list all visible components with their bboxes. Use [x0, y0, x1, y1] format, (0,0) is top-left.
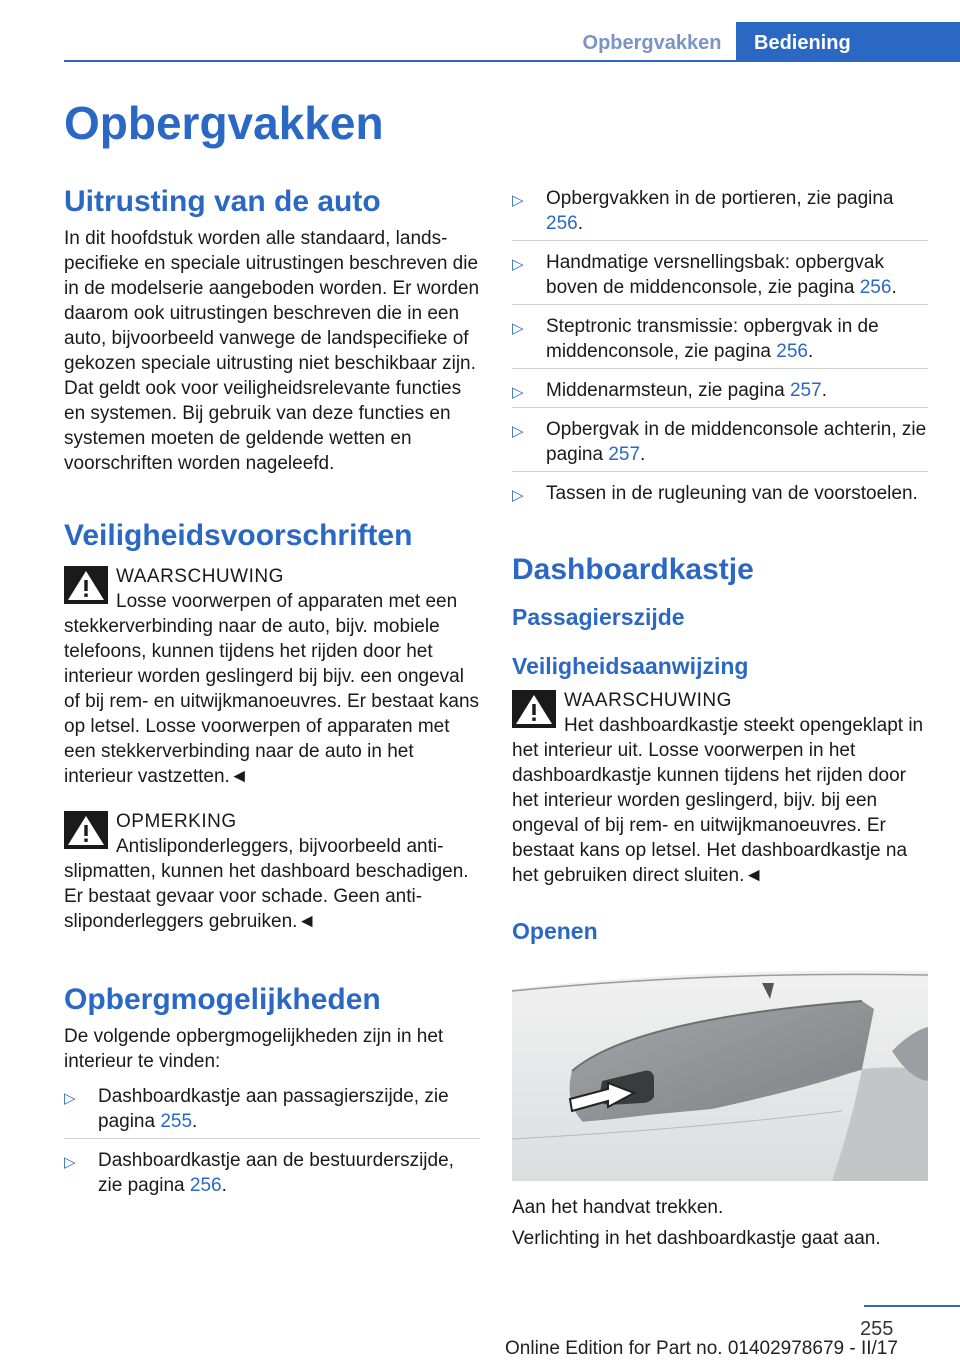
page-link[interactable]: 256	[859, 277, 892, 298]
triangle-bullet-icon: ▷	[512, 487, 524, 504]
tab-chapter[interactable]: Bediening	[736, 22, 960, 62]
triangle-bullet-icon: ▷	[512, 256, 524, 273]
open-step-1: Aan het handvat trekken.	[512, 1197, 724, 1218]
warning-text: Losse voorwerpen of apparaten met een stekkerverbinding naar de auto, bijv. mobiele telefoons, kunnen tijdens het rijden door het interieur worden geslingerd bij bijv. een ongeval of bij rem- en uitwijkmanoeuvres. Er bestaat kans op letsel. Losse voorwerpen of apparaten met een stekkerverbinding naar de auto in het interieur vastzetten.◄	[64, 591, 480, 787]
warning-triangle-icon	[64, 811, 108, 849]
right-column	[512, 186, 928, 1251]
glovebox-warning-block	[512, 688, 928, 888]
passenger-heading: Passagierszijde	[512, 604, 685, 630]
storage-heading: Opbergmogelijkheden	[64, 983, 381, 1016]
note-text: Antisliponderleggers, bijvoorbeeld antislipmatten, kunnen het dashboard beschadigen. Er bestaat gevaar voor schade. Geen antisliponderleggers gebruiken.◄	[64, 836, 469, 932]
warning-triangle-icon	[512, 690, 556, 728]
storage-intro: De volgende opbergmogelijkheden zijn in het interieur te vinden:	[64, 1026, 444, 1072]
page-title: Opbergvakken	[64, 97, 384, 149]
open-heading: Openen	[512, 918, 598, 944]
header-divider	[64, 60, 960, 62]
note-title: OPMERKING	[116, 811, 237, 832]
triangle-bullet-icon: ▷	[64, 1090, 76, 1107]
warning-triangle-icon	[64, 566, 108, 604]
list-item: ▷ Opbergvakken in de portieren, zie pagina 256.	[512, 186, 928, 236]
safety-note-heading: Veiligheidsaanwijzing	[512, 653, 749, 679]
triangle-bullet-icon: ▷	[512, 423, 524, 440]
edition-text: Online Edition for Part no. 01402978679 - II/17	[505, 1338, 898, 1359]
storage-list-right	[512, 186, 928, 506]
equipment-text: In dit hoofdstuk worden alle standaard, landspecifieke en speciale uitrustingen beschreven die in de modelserie aangeboden worden. Er worden daarom ook uitrustingen beschreven die in een auto, bijvoorbeeld vanwege de landspecifieke of gekozen speciale uitrusting niet beschikbaar zijn. Dat geldt ook voor veiligheidsrelevante functies en systemen. Bij gebruik van deze functies en systemen moeten de geldende wetten en voorschriften worden nageleefd.	[64, 228, 480, 474]
open-step-2: Verlichting in het dashboardkastje gaat aan.	[512, 1228, 881, 1249]
list-item: ▷ Dashboardkastje aan passagierszijde, zie pagina 255.	[64, 1084, 480, 1134]
triangle-bullet-icon: ▷	[512, 192, 524, 209]
page-link[interactable]: 256	[546, 213, 578, 234]
tab-section[interactable]: Opbergvakken	[582, 32, 722, 54]
warning-title: WAARSCHUWING	[564, 690, 732, 711]
safety-heading: Veiligheidsvoorschriften	[64, 519, 413, 552]
page-number: 255	[860, 1318, 894, 1340]
page-header	[0, 0, 960, 62]
storage-list-left	[64, 1084, 480, 1198]
triangle-bullet-icon: ▷	[512, 320, 524, 337]
triangle-bullet-icon: ▷	[64, 1154, 76, 1171]
left-column	[64, 180, 480, 1206]
list-item: ▷ Handmatige versnellingsbak: opbergvak boven de middenconsole, zie pagina 256.	[512, 250, 928, 300]
warning-title: WAARSCHUWING	[116, 566, 284, 587]
list-item: ▷ Dashboardkastje aan de bestuurderszijde, zie pagina 256.	[64, 1150, 454, 1196]
equipment-heading: Uitrusting van de auto	[64, 185, 381, 218]
warning-text: Het dashboardkastje steekt opengeklapt in het interieur uit. Losse voorwerpen in het dashboardkastje kunnen tijdens het rijden door het interieur worden geslingerd, bijv. bij een ongeval of bij rem- en uitwijkmanoeuvres. Er bestaat kans op letsel. Het dashboardkastje na het gebruiken direct sluiten.◄	[512, 715, 924, 886]
glovebox-photo	[512, 961, 928, 1181]
page-link[interactable]: 257	[789, 380, 822, 401]
page-link[interactable]: 256	[776, 341, 808, 362]
glovebox-illustration	[512, 961, 928, 1181]
list-item: ▷ Middenarmsteun, zie pagina 257.	[512, 378, 928, 403]
page-link[interactable]: 257	[608, 444, 641, 465]
glovebox-heading: Dashboardkastje	[512, 553, 754, 586]
list-item: ▷ Opbergvak in de middenconsole achterin, zie pagina 257.	[512, 419, 927, 465]
list-item: ▷ Steptronic transmissie: opbergvak in de middenconsole, zie pagina 256.	[512, 314, 928, 364]
note-block	[64, 809, 480, 934]
triangle-bullet-icon: ▷	[512, 384, 524, 401]
page-link[interactable]: 256	[189, 1175, 222, 1196]
footer-divider	[864, 1305, 960, 1307]
warning-block	[64, 564, 480, 789]
page-link[interactable]: 255	[160, 1111, 193, 1132]
list-item: ▷ Tassen in de rugleuning van de voorstoelen.	[512, 481, 928, 506]
